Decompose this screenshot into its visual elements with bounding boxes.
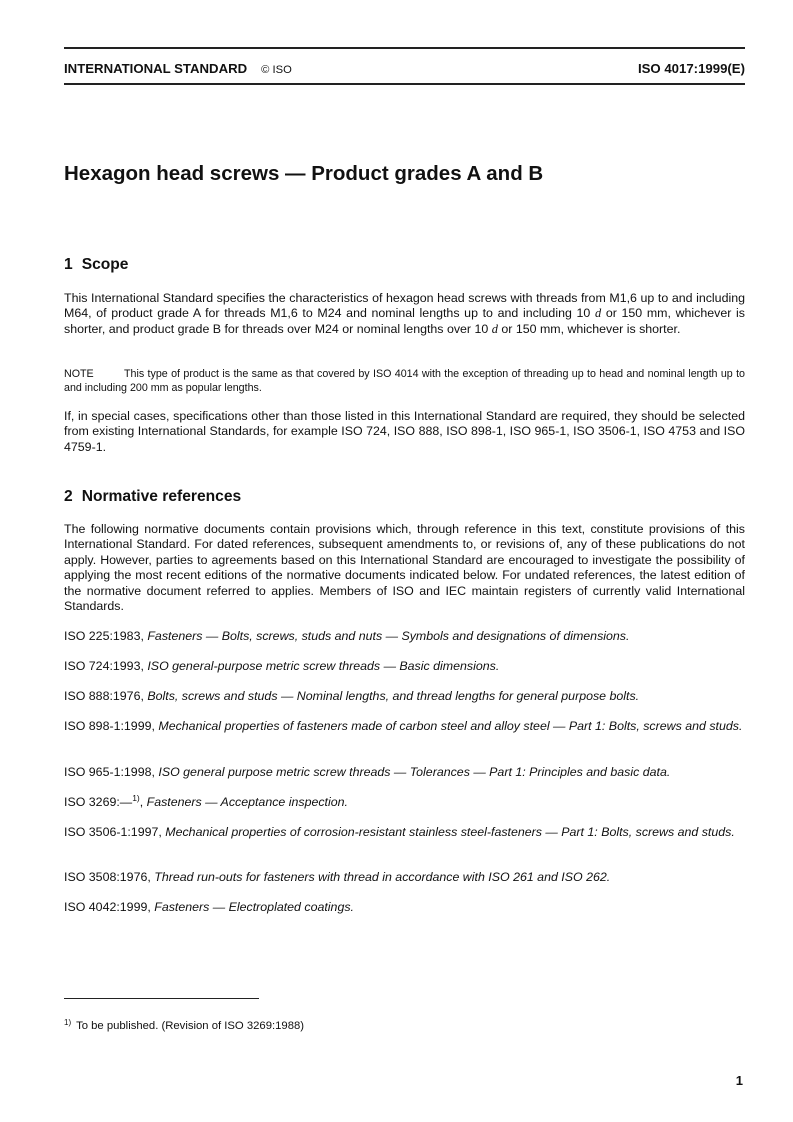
reference-item [64,689,745,704]
section-2-title: Normative references [81,488,242,505]
footnote-separator [64,998,259,999]
section-1-title: Scope [81,256,129,273]
reference-title: Mechanical properties of corrosion-resistant stainless steel-fasteners — Part 1: Bolts, screws and studs. [165,825,735,839]
footnote-mark: 1) [64,1018,72,1027]
reference-title: Thread run-outs for fasteners with thread in accordance with ISO 261 and ISO 262. [154,870,611,884]
reference-item [64,900,745,915]
document-title: Hexagon head screws — Product grades A and B [64,162,544,185]
reference-item [64,825,745,840]
reference-item [64,659,745,674]
footnote [64,1020,304,1032]
reference-item [64,795,745,810]
reference-separator: , [139,795,147,809]
scope-text-2: or 150 mm, whichever is shorter, and product grade B for threads over M24 or nominal lengths over 10 [64,306,745,336]
note-text: This type of product is the same as that covered by ISO 4014 with the exception of threading up to head and nominal length up to and including 200 mm as popular lengths. [64,368,745,395]
section-1-heading [64,256,128,274]
reference-code: ISO 3506-1:1997, [64,825,166,839]
reference-title: ISO general purpose metric screw threads — Tolerances — Part 1: Principles and basic data. [158,765,671,779]
reference-code: ISO 225:1983, [64,629,148,643]
reference-item [64,870,745,885]
reference-title: Fasteners — Electroplated coatings. [154,900,354,914]
reference-code: ISO 724:1993, [64,659,148,673]
page-number: 1 [735,1073,743,1088]
scope-note [64,367,745,395]
header-bottom-rule [64,83,745,85]
scope-text-3: or 150 mm, whichever is shorter. [497,321,681,336]
page-header [64,59,745,77]
reference-item [64,765,745,780]
header-standard-label: INTERNATIONAL STANDARD [64,60,248,76]
scope-text-1: This International Standard specifies the characteristics of hexagon head screws with threads from M1,6 up to and including M64, of product grade A for threads M1,6 to M24 and nominal lengths up to and including 10 [64,291,745,321]
section-2-heading [64,488,241,506]
footnote-marker: 1) [132,793,140,803]
reference-code: ISO 965-1:1998, [64,765,159,779]
variable-d: d [491,321,498,336]
scope-paragraph-2: If, in special cases, specifications other than those listed in this International Standard are required, they should be selected from existing International Standards, for example ISO 724, ISO 888, ISO 898-1, ISO 965-1, ISO 3506-1, ISO 4753 and ISO 4759-1. [64,409,745,454]
reference-code: ISO 3269:— [64,795,133,809]
reference-title: Fasteners — Acceptance inspection. [146,795,348,809]
note-label: NOTE [64,368,94,380]
normative-intro-paragraph: The following normative documents contain provisions which, through reference in this text, constitute provisions of this International Standard. For dated references, subsequent amendments to, or revisions of, any of these publications do not apply. However, parties to agreements based on this International Standard are encouraged to investigate the possibility of applying the most recent editions of the normative documents indicated below. For undated references, the latest edition of the normative document referred to applies. Members of ISO and IEC maintain registers of currently valid International Standards. [64,522,745,614]
reference-title: ISO general-purpose metric screw threads — Basic dimensions. [147,659,500,673]
header-top-rule [64,47,745,49]
reference-item [64,629,745,644]
reference-title: Mechanical properties of fasteners made of carbon steel and alloy steel — Part 1: Bolts, screws and studs. [158,719,743,733]
header-copyright: © ISO [261,63,292,76]
reference-code: ISO 3508:1976, [64,870,155,884]
variable-d: d [594,306,602,321]
reference-title: Fasteners — Bolts, screws, studs and nuts — Symbols and designations of dimensions. [147,629,630,643]
reference-code: ISO 4042:1999, [64,900,155,914]
reference-title: Bolts, screws and studs — Nominal lengths, and thread lengths for general purpose bolts. [147,689,640,703]
scope-paragraph [64,291,745,337]
reference-code: ISO 888:1976, [64,689,148,703]
footnote-text: To be published. (Revision of ISO 3269:1988) [76,1020,305,1032]
section-2-number: 2 [64,488,73,505]
header-document-id: ISO 4017:1999(E) [637,60,745,76]
reference-code: ISO 898-1:1999, [64,719,159,733]
reference-item [64,719,745,734]
section-1-number: 1 [64,256,73,273]
